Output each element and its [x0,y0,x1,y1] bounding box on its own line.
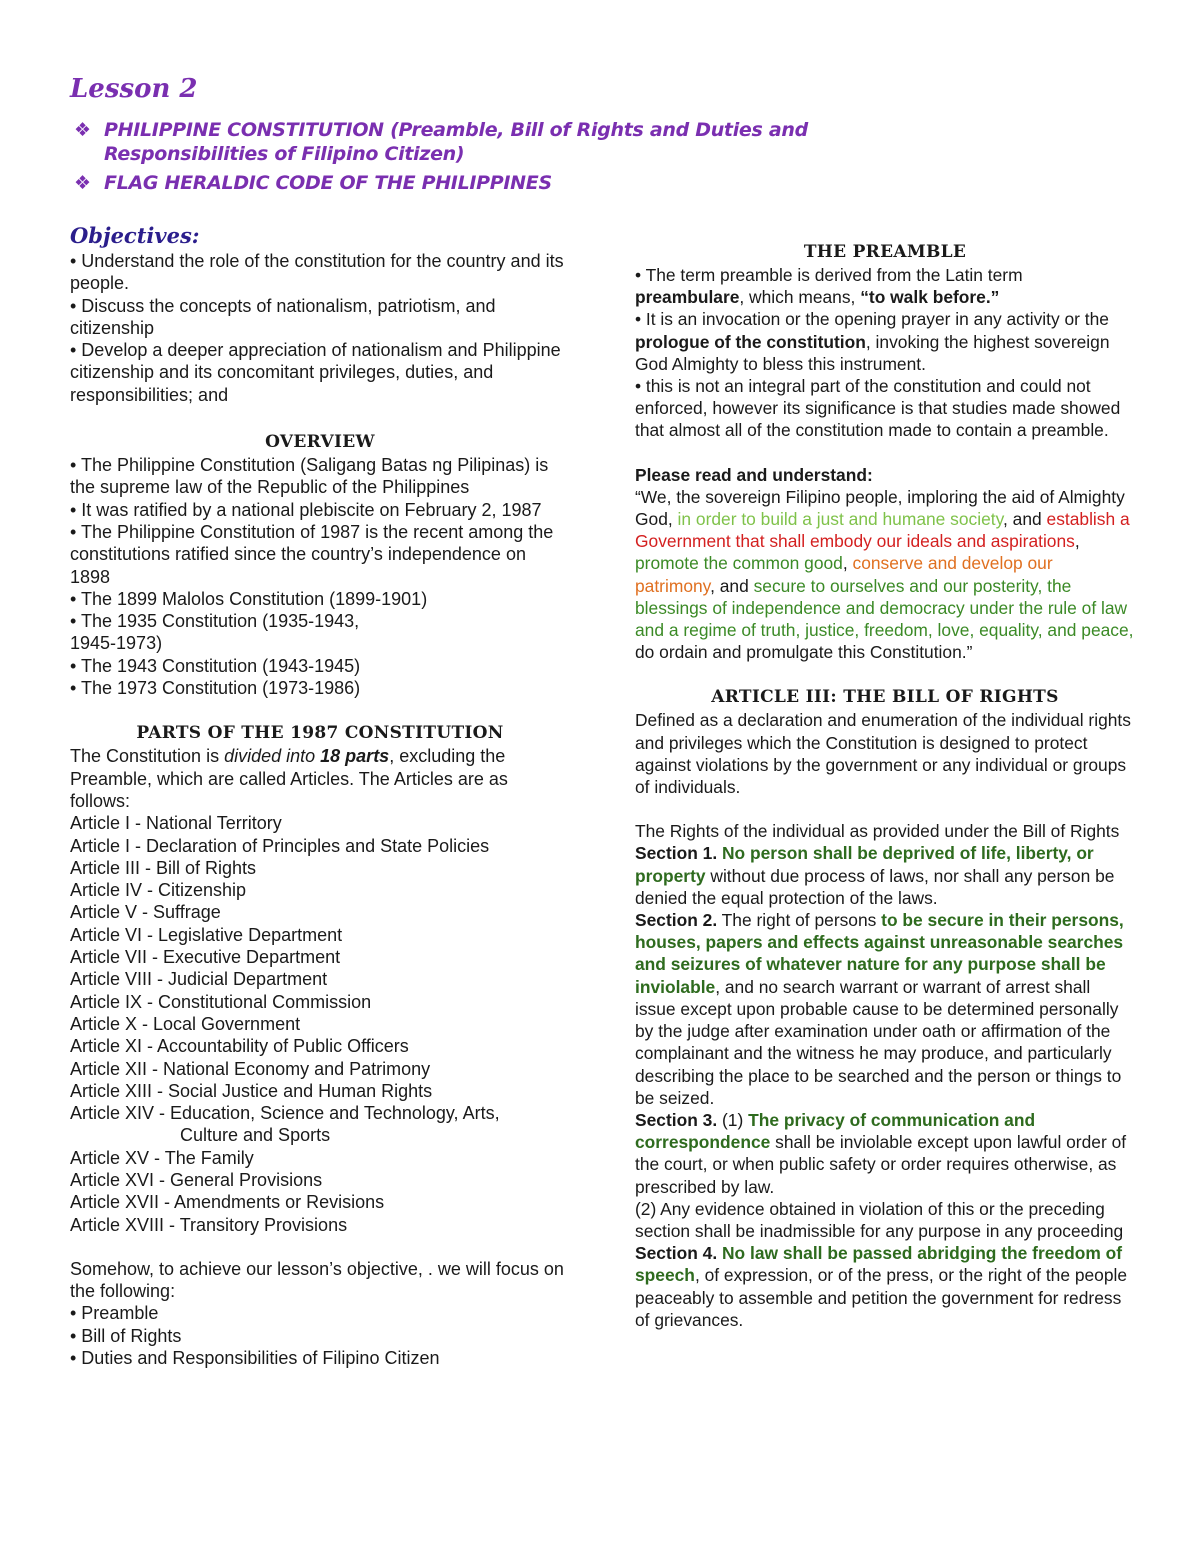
article-item: Article XIII - Social Justice and Human Rights [70,1080,433,1101]
preamble-point: • The term preamble is derived from the Latin term preambulare, which means, “to walk before.” [635,265,1023,308]
article-item: Culture and Sports [180,1125,331,1146]
right-column [635,240,1135,1331]
overview-heading: OVERVIEW [265,432,375,453]
article-item: Article III - Bill of Rights [70,857,257,878]
article-item: Article IV - Citizenship [70,880,247,901]
overview-item: • The 1973 Constitution (1973-1986) [70,678,361,699]
article-item: Article X - Local Government [70,1013,301,1034]
article-item: Article VIII - Judicial Department [70,969,328,990]
topic-constitution [74,118,808,166]
overview-item: • The Philippine Constitution (Saligang Batas ng Pilipinas) is the supreme law of the Republic of the Philippines [70,455,549,498]
section-3-part-2: (2) Any evidence obtained in violation of this or the preceding section shall be inadmissible for any purpose in any proceeding [635,1198,1124,1241]
article-item: Article VII - Executive Department [70,947,341,968]
topic-line: FLAG HERALDIC CODE OF THE PHILIPPINES [104,172,552,194]
parts-intro: The Constitution is divided into 18 parts, excluding the Preamble, which are called Articles. The Articles are as follows: [70,746,508,811]
section-3: Section 3. (1) The privacy of communication and correspondence shall be inviolable except upon lawful order of the court, or when public safety or order requires otherwise, as prescribed by law. [635,1109,1127,1197]
objectives-heading: Objectives: [70,223,200,248]
overview-item: • The Philippine Constitution of 1987 is the recent among the constitutions ratified since the country’s independence on 1898 [70,521,554,587]
preamble-quote: “We, the sovereign Filipino people, imploring the aid of Almighty God, in order to build a just and humane society, and establish a Government that shall embody our ideals and aspirations, promote the common good, conserve and develop our patrimony, and secure to ourselves and our posterity, the blessings of independence and democracy under the rule of law and a regime of truth, justice, freedom, love, equality, and peace, do ordain and promulgate this Constitution.” [635,486,1134,663]
bill-definition: Defined as a declaration and enumeration of the individual rights and privileges which the Constitution is designed to protect against violations by the government or any individual or groups of individuals. [635,710,1131,798]
focus-item: • Duties and Responsibilities of Filipino Citizen [70,1348,440,1369]
article-item: Article XIV - Education, Science and Technology, Arts, [70,1103,500,1124]
overview-item: 1945-1973) [70,633,163,654]
overview-item: • The 1943 Constitution (1943-1945) [70,655,361,676]
overview-item: • The 1935 Constitution (1935-1943, [70,611,360,632]
article-item: Article I - National Territory [70,813,282,834]
article-item: Article I - Declaration of Principles and State Policies [70,835,490,856]
objective-item: • Develop a deeper appreciation of nationalism and Philippine citizenship and its concomitant privileges, duties, and responsibilities; and [70,340,561,405]
rights-intro: The Rights of the individual as provided under the Bill of Rights [635,821,1120,842]
read-heading: Please read and understand: [635,464,873,485]
topic-line: Responsibilities of Filipino Citizen) [104,143,465,165]
overview-item: • The 1899 Malolos Constitution (1899-1901) [70,588,428,609]
lesson-title: Lesson 2 [70,74,198,104]
left-column [70,222,570,1369]
section-4: Section 4. No law shall be passed abridging the freedom of speech, of expression, or of the press, or the right of the people peaceably to assemble and petition the government for redress of grievances. [635,1243,1128,1330]
preamble-point: • It is an invocation or the opening prayer in any activity or the prologue of the constitution, invoking the highest sovereign God Almighty to bless this instrument. [635,309,1110,374]
bill-of-rights-heading: ARTICLE III: THE BILL OF RIGHTS [711,687,1059,708]
article-item: Article IX - Constitutional Commission [70,991,372,1012]
article-item: Article XVII - Amendments or Revisions [70,1192,385,1213]
objective-item: • Understand the role of the constitution for the country and its people. [70,251,564,294]
article-item: Article XII - National Economy and Patrimony [70,1058,431,1079]
article-item: Article VI - Legislative Department [70,924,343,945]
preamble-point: • this is not an integral part of the constitution and could not enforced, however its significance is that studies made showed that almost all of the constitution made to contain a preamble. [635,376,1121,441]
article-item: Article XI - Accountability of Public Officers [70,1036,409,1057]
topic-line: PHILIPPINE CONSTITUTION (Preamble, Bill of Rights and Duties and [104,119,808,141]
article-item: Article XVI - General Provisions [70,1169,323,1190]
focus-item: • Preamble [70,1303,159,1324]
article-item: Article XV - The Family [70,1147,254,1168]
section-1: Section 1. No person shall be deprived of life, liberty, or property without due process of laws, nor shall any person be denied the equal protection of the laws. [635,843,1115,908]
diamond-bullet-icon: ❖ [74,172,91,194]
article-item: Article XVIII - Transitory Provisions [70,1214,348,1235]
overview-item: • It was ratified by a national plebiscite on February 2, 1987 [70,499,542,520]
focus-intro: Somehow, to achieve our lesson’s objective, . we will focus on the following: [70,1258,564,1302]
preamble-heading: THE PREAMBLE [803,242,967,262]
focus-item: • Bill of Rights [70,1325,182,1346]
parts-heading: PARTS OF THE 1987 CONSTITUTION [136,723,504,744]
objective-item: • Discuss the concepts of nationalism, patriotism, and citizenship [70,295,496,338]
diamond-bullet-icon: ❖ [74,119,91,141]
topic-flag-code [74,171,552,195]
article-item: Article V - Suffrage [70,902,221,923]
section-2: Section 2. The right of persons to be secure in their persons, houses, papers and effects against unreasonable searches and seizures of whatever nature for any purpose shall be inviolable, and no search warrant or warrant of arrest shall issue except upon probable cause to be determined personally by the judge after examination under oath or affirmation of the complainant and the witness he may produce, and particularly describing the place to be searched and the person or things to be seized. [635,910,1124,1108]
